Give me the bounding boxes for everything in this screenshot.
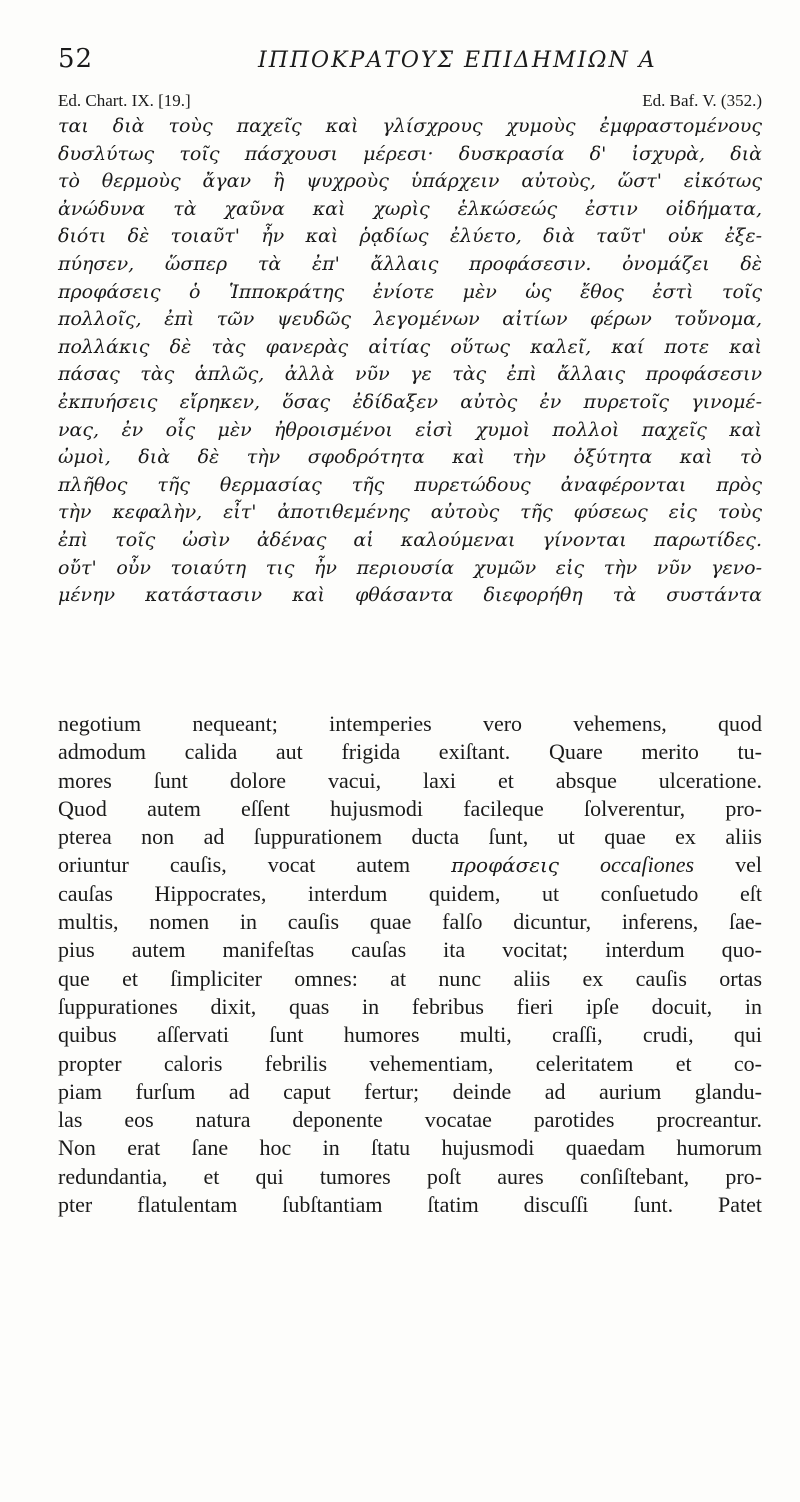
greek-line: πολλοῖς, ἐπὶ τῶν ψευδῶς λεγομένων αἰτίων φέρων τοὔνομα, [58,308,762,331]
latin-line: Non erat ſane hoc in ſtatu hujusmodi quaedam humorum [58,1135,762,1161]
latin-line: propter caloris febrilis vehementiam, celeritatem et co- [58,1050,762,1076]
greek-line: νας, ἐν οἷς μὲν ἠθροισμένοι εἰσὶ χυμοὶ πολλοὶ παχεῖς καὶ [58,418,762,441]
greek-line: πλῆθος τῆς θερμασίας τῆς πυρετώδους ἀναφέρονται πρὸς [58,473,762,496]
greek-line: πολλάκις δὲ τὰς φανερὰς αἰτίας οὕτως καλεῖ, καί ποτε καὶ [58,335,762,358]
latin-line-with-greek [58,851,762,879]
greek-line: ὠμοὶ, διὰ δὲ τὴν σφοδρότητα καὶ τὴν ὀξύτητα καὶ τὸ [58,446,762,469]
greek-term: προφάσεις [451,853,560,878]
page-number: 52 [58,44,94,74]
latin-line-start: oriuntur cauſis, vocat autem [58,852,411,878]
running-title: ΙΠΠΟΚΡΑΤΟΥΣ ΕΠΙΔΗΜΙΩΝ Α [258,48,657,73]
latin-line: multis, nomen in cauſis quae falſo dicuntur, inferens, ſae- [58,909,762,935]
greek-line: ται διὰ τοὺς παχεῖς καὶ γλίσχρους χυμοὺς ἐμφραστομένους [58,115,762,137]
chartier-reference: Ed. Chart. IX. [19.] [58,91,191,110]
latin-line: mores ſunt dolore vacui, laxi et absque ulceratione. [58,767,762,793]
latin-line: ſuppurationes dixit, quas in febribus fieri ipſe docuit, in [58,993,762,1019]
greek-line: διότι δὲ τοιαῦτ' ἦν καὶ ῥᾳδίως ἐλύετο, διὰ ταῦτ' οὐκ ἐξε- [58,225,762,248]
latin-line: Quod autem eſſent hujusmodi facileque ſolverentur, pro- [58,795,762,821]
latin-line-end: vel [735,852,763,878]
greek-line: προφάσεις ὁ Ἱπποκράτης ἐνίοτε μὲν ὡς ἔθος ἐστὶ τοῖς [58,280,762,303]
greek-text-block [58,113,762,610]
latin-line: piam furſum ad caput fertur; deinde ad aurium glandu- [58,1078,762,1104]
greek-line: δυσλύτως τοῖς πάσχουσι μέρεσι· δυσκρασία δ' ἰσχυρὰ, διὰ [58,142,762,165]
greek-line: ἀνώδυνα τὰ χαῦνα καὶ χωρὶς ἑλκώσεώς ἐστιν οἰδήματα, [58,197,762,220]
greek-line: πύησεν, ὥσπερ τὰ ἐπ' ἄλλαις προφάσεσιν. ὀνομάζει δὲ [58,252,762,275]
greek-line: μένην κατάστασιν καὶ φθάσαντα διεφορήθη τὰ συστάντα [58,584,762,607]
basel-reference: Ed. Baf. V. (352.) [642,91,762,110]
greek-line: πάσας τὰς ἁπλῶς, ἀλλὰ νῦν γε τὰς ἐπὶ ἄλλαις προφάσεσιν [58,363,762,386]
latin-line: admodum calida aut frigida exiſtant. Quare merito tu- [58,739,762,765]
greek-line: ἐπὶ τοῖς ὠσὶν ἀδένας αἱ καλούμεναι γίνονται παρωτίδες. [58,528,762,551]
greek-line: οὔτ' οὖν τοιαύτη τις ἦν περιουσία χυμῶν εἰς τὴν νῦν γενο- [58,556,762,579]
greek-line: ἐκπυήσεις εἴρηκεν, ὅσας ἐδίδαξεν αὐτὸς ἐν πυρετοῖς γινομέ- [58,390,762,413]
running-head [58,44,758,80]
greek-line: τὸ θερμοὺς ἄγαν ἢ ψυχροὺς ὑπάρχειν αὐτοὺς, ὥστ' εἰκότως [58,170,762,193]
latin-line: pter flatulentam ſubſtantiam ſtatim discuſſi ſunt. Patet [58,1192,762,1218]
latin-line: que et ſimpliciter omnes: at nunc aliis ex cauſis ortas [58,965,762,991]
latin-line: quibus aſſervati ſunt humores multi, craſſi, crudi, qui [58,1022,762,1048]
latin-line: redundantia, et qui tumores poſt aures conſiſtebant, pro- [58,1163,762,1189]
latin-line: pius autem manifeſtas cauſas ita vocitat; interdum quo- [58,937,762,963]
latin-line: las eos natura deponente vocatae parotides procreantur. [58,1107,762,1133]
latin-text-block [58,710,762,1219]
latin-line: cauſas Hippocrates, interdum quidem, ut conſuetudo eſt [58,880,762,906]
latin-line: pterea non ad ſuppurationem ducta ſunt, ut quae ex aliis [58,824,762,850]
greek-line: τὴν κεφαλὴν, εἶτ' ἀποτιθεμένης αὐτοὺς τῆς φύσεως εἰς τοὺς [58,501,762,524]
italic-term: occaſiones [600,852,695,878]
latin-line: negotium nequeant; intemperies vero vehemens, quod [58,711,762,736]
